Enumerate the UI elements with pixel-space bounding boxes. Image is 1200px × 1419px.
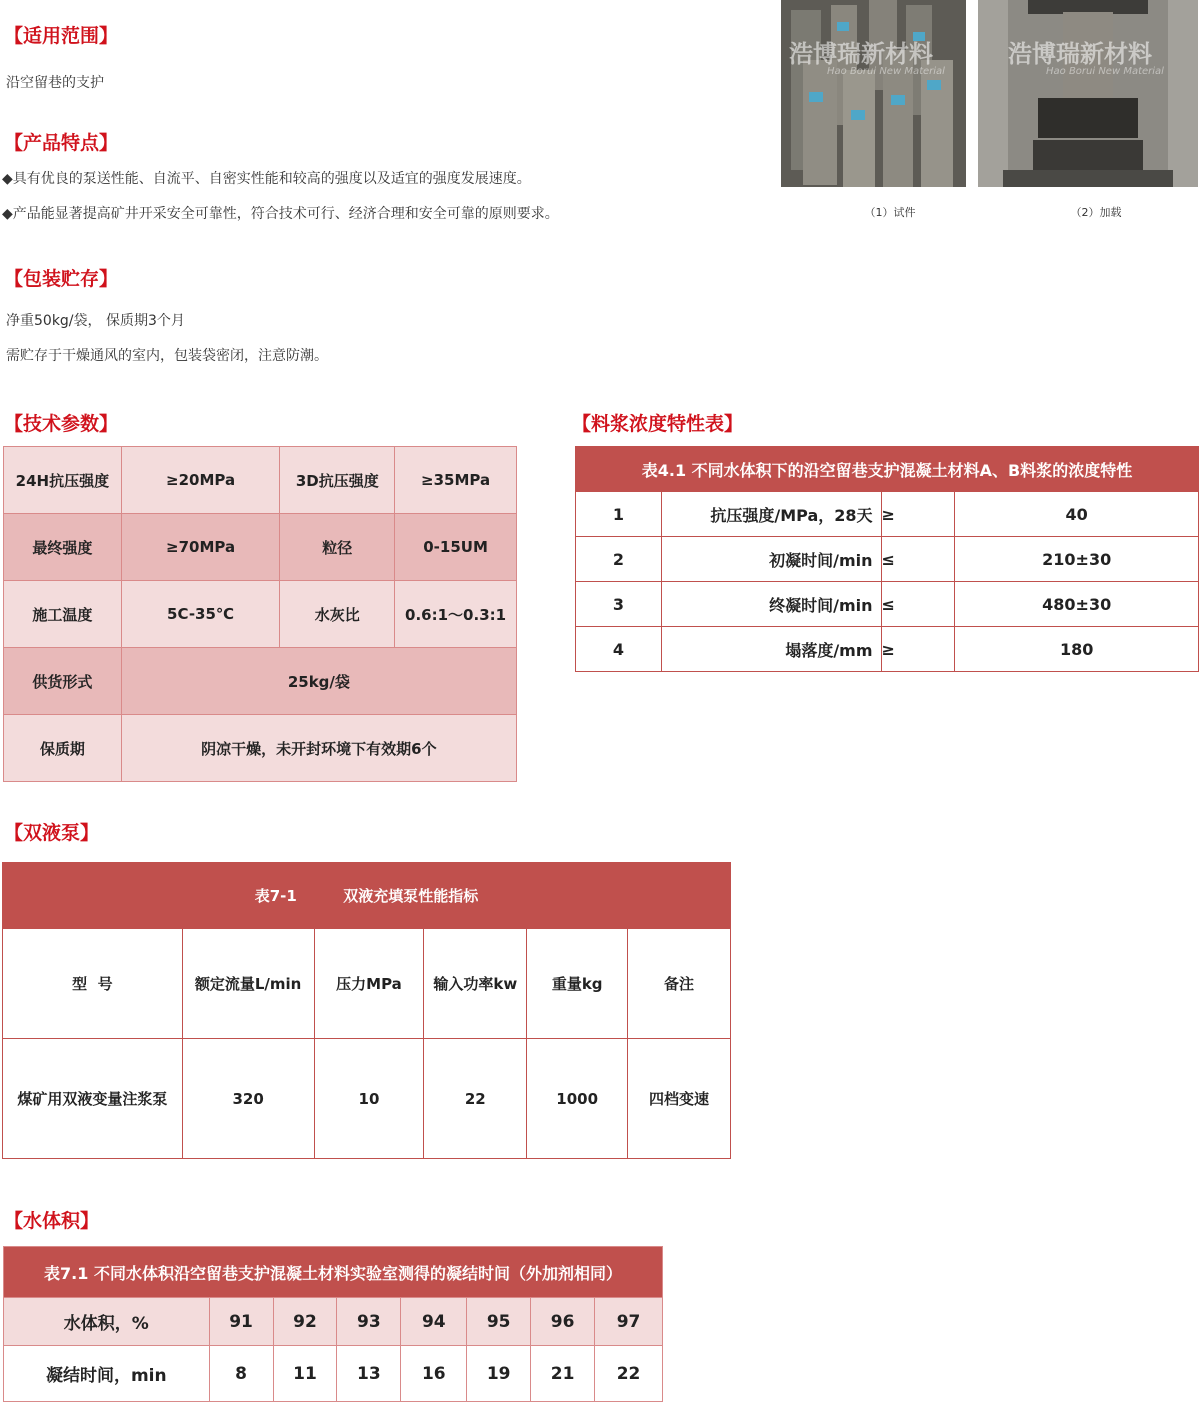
table-row bbox=[3, 1039, 731, 1159]
tech-cell: 施工温度 bbox=[4, 581, 122, 648]
slurry-table bbox=[575, 446, 1199, 672]
table-row bbox=[4, 1346, 663, 1402]
tech-cell: 0.6:1～0.3:1 bbox=[395, 581, 517, 648]
table-caption-row bbox=[576, 447, 1199, 492]
slurry-cell: ≤ bbox=[881, 537, 955, 582]
slurry-cell: 塌落度/mm bbox=[661, 627, 881, 672]
slurry-cell: 4 bbox=[576, 627, 662, 672]
tech-cell: 水灰比 bbox=[280, 581, 395, 648]
photo-caption-1: （1）试件 bbox=[864, 206, 916, 219]
watermark-sub-2: Hao Borui New Material bbox=[1046, 66, 1164, 77]
watermark-text-2: 浩博瑞新材料 bbox=[1008, 40, 1152, 68]
table-caption-row bbox=[3, 863, 731, 929]
watermark-sub-1: Hao Borui New Material bbox=[827, 66, 945, 77]
water-cell: 96 bbox=[531, 1298, 595, 1346]
slurry-cell: 1 bbox=[576, 492, 662, 537]
features-heading: 【产品特点】 bbox=[4, 132, 119, 154]
slurry-cell: 抗压强度/MPa，28天 bbox=[661, 492, 881, 537]
feature-item-2: ◆产品能显著提高矿井开采安全可靠性，符合技术可行、经济合理和安全可靠的原则要求。 bbox=[2, 206, 559, 222]
table-row bbox=[4, 514, 517, 581]
tech-cell: 25kg/袋 bbox=[121, 648, 516, 715]
watermark-text-1: 浩博瑞新材料 bbox=[789, 40, 933, 68]
loading-photo bbox=[978, 0, 1198, 187]
pump-table bbox=[2, 862, 731, 1159]
tech-cell: 粒径 bbox=[280, 514, 395, 581]
loading-press-image bbox=[978, 0, 1198, 187]
pump-header-cell: 备注 bbox=[628, 929, 731, 1039]
pump-caption-title: 双液充填泵性能指标 bbox=[343, 887, 479, 905]
table-row bbox=[4, 447, 517, 514]
water-table-caption: 表7.1 不同水体积沿空留巷支护混凝土材料实验室测得的凝结时间（外加剂相同） bbox=[4, 1247, 663, 1298]
slurry-cell: 终凝时间/min bbox=[661, 582, 881, 627]
slurry-cell: ≤ bbox=[881, 582, 955, 627]
table-caption-row bbox=[4, 1247, 663, 1298]
water-row-label: 凝结时间，min bbox=[4, 1346, 210, 1402]
table-row bbox=[576, 582, 1199, 627]
tech-cell: 5C-35℃ bbox=[121, 581, 280, 648]
table-row bbox=[4, 648, 517, 715]
pump-cell: 22 bbox=[424, 1039, 527, 1159]
scope-heading: 【适用范围】 bbox=[4, 25, 119, 47]
table-row bbox=[4, 581, 517, 648]
water-cell: 97 bbox=[595, 1298, 663, 1346]
pump-heading: 【双液泵】 bbox=[4, 822, 100, 844]
water-cell: 95 bbox=[467, 1298, 531, 1346]
tech-cell: ≥70MPa bbox=[121, 514, 280, 581]
water-cell: 11 bbox=[273, 1346, 337, 1402]
photo-caption-2: （2）加载 bbox=[1070, 206, 1122, 219]
slurry-heading: 【料浆浓度特性表】 bbox=[572, 413, 744, 435]
water-cell: 92 bbox=[273, 1298, 337, 1346]
slurry-cell: ≥ bbox=[881, 627, 955, 672]
specimen-cylinders-image bbox=[781, 0, 966, 187]
slurry-cell: 210±30 bbox=[955, 537, 1199, 582]
water-cell: 21 bbox=[531, 1346, 595, 1402]
tech-cell: 最终强度 bbox=[4, 514, 122, 581]
tech-heading: 【技术参数】 bbox=[4, 413, 119, 435]
tech-cell: 保质期 bbox=[4, 715, 122, 782]
pump-header-cell: 重量kg bbox=[527, 929, 628, 1039]
pump-header-cell: 压力MPa bbox=[314, 929, 424, 1039]
water-cell: 16 bbox=[401, 1346, 467, 1402]
tech-cell: 阴凉干燥，未开封环境下有效期6个 bbox=[121, 715, 516, 782]
slurry-cell: 2 bbox=[576, 537, 662, 582]
slurry-cell: ≥ bbox=[881, 492, 955, 537]
table-row bbox=[576, 492, 1199, 537]
slurry-cell: 3 bbox=[576, 582, 662, 627]
slurry-cell: 180 bbox=[955, 627, 1199, 672]
tech-cell: ≥20MPa bbox=[121, 447, 280, 514]
water-cell: 93 bbox=[337, 1298, 401, 1346]
specimen-photo bbox=[781, 0, 966, 187]
water-row-label: 水体积，% bbox=[4, 1298, 210, 1346]
slurry-cell: 40 bbox=[955, 492, 1199, 537]
packaging-heading: 【包装贮存】 bbox=[4, 268, 119, 290]
table-row bbox=[4, 715, 517, 782]
water-cell: 13 bbox=[337, 1346, 401, 1402]
table-row bbox=[576, 537, 1199, 582]
pump-cell: 四档变速 bbox=[628, 1039, 731, 1159]
scope-text: 沿空留巷的支护 bbox=[6, 75, 104, 91]
pump-cell: 1000 bbox=[527, 1039, 628, 1159]
pump-cell: 320 bbox=[182, 1039, 314, 1159]
table-header-row bbox=[3, 929, 731, 1039]
slurry-cell: 480±30 bbox=[955, 582, 1199, 627]
water-cell: 94 bbox=[401, 1298, 467, 1346]
pump-caption-number: 表7-1 bbox=[254, 887, 297, 905]
tech-cell: 0-15UM bbox=[395, 514, 517, 581]
tech-cell: 供货形式 bbox=[4, 648, 122, 715]
water-cell: 22 bbox=[595, 1346, 663, 1402]
feature-item-1: ◆具有优良的泵送性能、自流平、自密实性能和较高的强度以及适宜的强度发展速度。 bbox=[2, 171, 531, 187]
packaging-line-1: 净重50kg/袋， 保质期3个月 bbox=[6, 313, 185, 329]
pump-header-cell: 输入功率kw bbox=[424, 929, 527, 1039]
pump-cell: 煤矿用双液变量注浆泵 bbox=[3, 1039, 183, 1159]
tech-cell: 3D抗压强度 bbox=[280, 447, 395, 514]
tech-cell: 24H抗压强度 bbox=[4, 447, 122, 514]
packaging-line-2: 需贮存于干燥通风的室内，包装袋密闭，注意防潮。 bbox=[6, 348, 328, 364]
water-cell: 91 bbox=[209, 1298, 273, 1346]
pump-header-cell: 型 号 bbox=[3, 929, 183, 1039]
tech-cell: ≥35MPa bbox=[395, 447, 517, 514]
tech-params-table bbox=[3, 446, 517, 782]
pump-cell: 10 bbox=[314, 1039, 424, 1159]
pump-table-caption bbox=[3, 863, 731, 929]
water-heading: 【水体积】 bbox=[4, 1210, 100, 1232]
table-row bbox=[4, 1298, 663, 1346]
slurry-cell: 初凝时间/min bbox=[661, 537, 881, 582]
table-row bbox=[576, 627, 1199, 672]
pump-header-cell: 额定流量L/min bbox=[182, 929, 314, 1039]
slurry-table-caption: 表4.1 不同水体积下的沿空留巷支护混凝土材料A、B料浆的浓度特性 bbox=[576, 447, 1199, 492]
water-cell: 8 bbox=[209, 1346, 273, 1402]
water-table bbox=[3, 1246, 663, 1402]
water-cell: 19 bbox=[467, 1346, 531, 1402]
